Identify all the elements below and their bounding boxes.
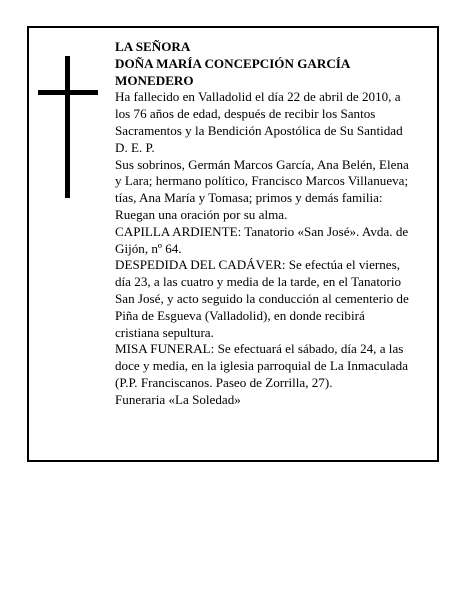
notice-body-line: CAPILLA ARDIENTE: Tanatorio «San José». Avda. de <box>115 223 409 239</box>
notice-body-line: Sus sobrinos, Germán Marcos García, Ana Belén, Elena <box>115 156 409 172</box>
notice-body-line: Ruegan una oración por su alma. <box>115 206 288 222</box>
notice-body-line: DESPEDIDA DEL CADÁVER: Se efectúa el viernes, <box>115 257 400 273</box>
notice-body-line: San José, y acto seguido la conducción al cementerio de <box>115 290 409 306</box>
notice-body-line: doce y media, en la iglesia parroquial de La Inmaculada <box>115 358 409 374</box>
notice-header-line: LA SEÑORA <box>115 39 191 54</box>
cross-horizontal-bar <box>38 90 98 95</box>
notice-header-line: DOÑA MARÍA CONCEPCIÓN GARCÍA <box>115 55 351 71</box>
notice-body-line: y Lara; hermano político, Francisco Marcos Villanueva; <box>115 173 409 189</box>
notice-body-line: Piña de Esgueva (Valladolid), en donde recibirá <box>115 307 365 323</box>
obituary-text <box>115 39 430 409</box>
notice-body-line: D. E. P. <box>115 139 155 155</box>
cross-vertical-bar <box>65 56 70 198</box>
cross-icon <box>38 56 98 198</box>
notice-body-line: cristiana sepultura. <box>115 324 214 340</box>
notice-body-line: Ha fallecido en Valladolid el día 22 de abril de 2010, a <box>115 89 401 105</box>
notice-body-line: Sacramentos y la Bendición Apostólica de Su Santidad <box>115 122 403 138</box>
notice-body-line: los 76 años de edad, después de recibir los Santos <box>115 106 376 122</box>
notice-body-line: MISA FUNERAL: Se efectuará el sábado, día 24, a las <box>115 341 404 357</box>
notice-body-line: Funeraria «La Soledad» <box>115 391 241 407</box>
notice-body-line: (P.P. Franciscanos. Paseo de Zorrilla, 27). <box>115 374 333 390</box>
notice-header-line: MONEDERO <box>115 72 194 88</box>
notice-body-line: tías, Ana María y Tomasa; primos y demás familia: <box>115 190 383 206</box>
notice-body-line: Gijón, nº 64. <box>115 240 182 256</box>
notice-body-line: día 23, a las cuatro y media de la tarde, en el Tanatorio <box>115 274 402 290</box>
